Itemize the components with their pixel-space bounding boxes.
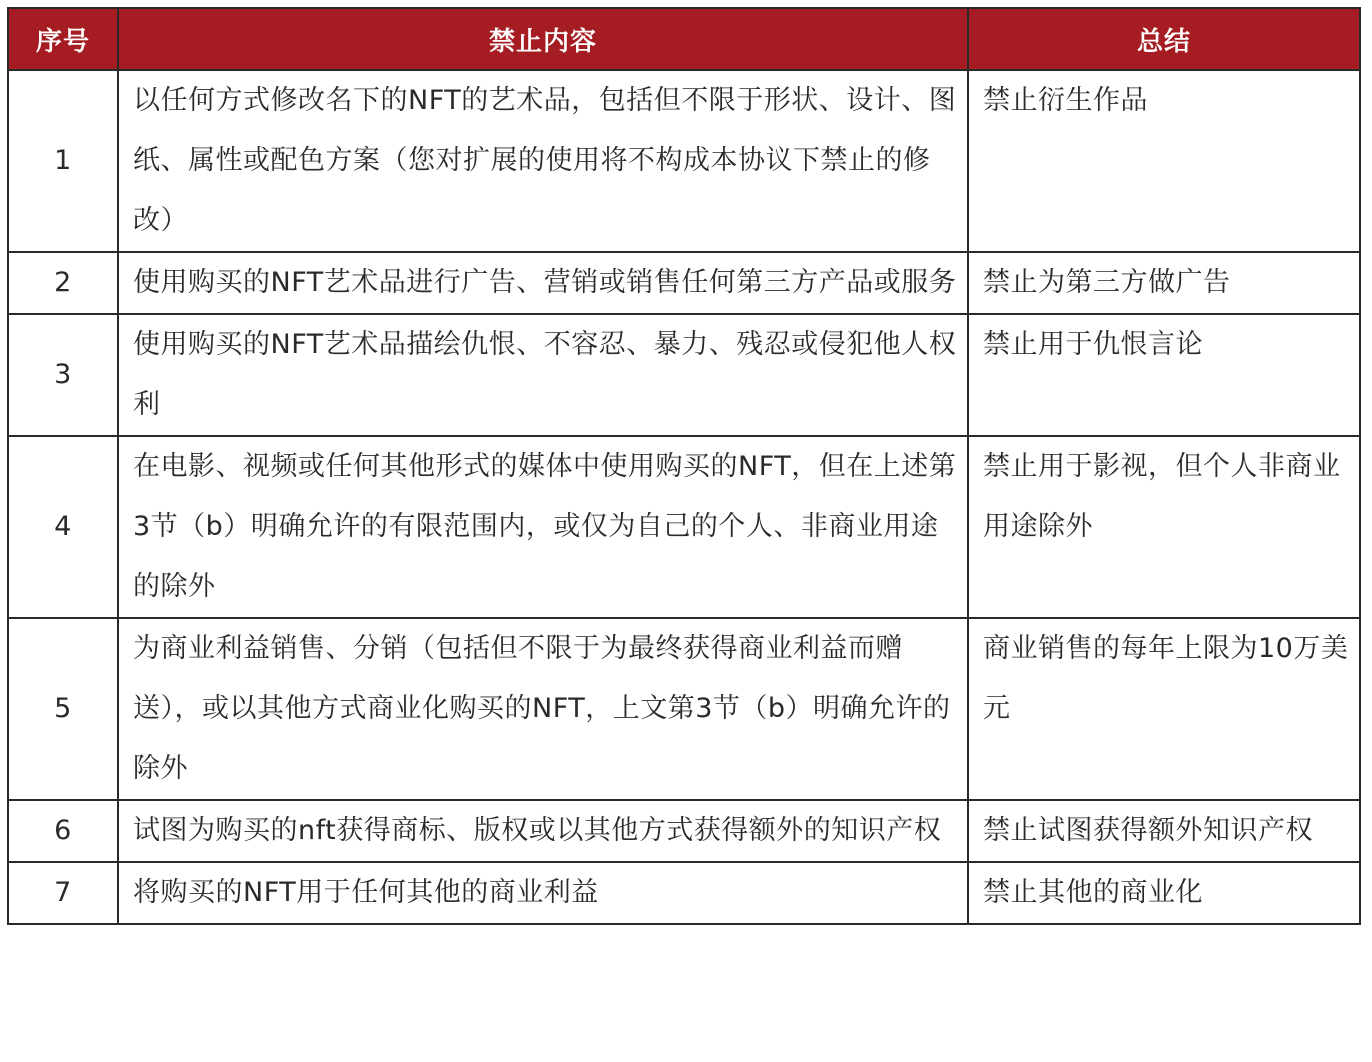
table-row xyxy=(8,618,1360,800)
row-summary: 禁止试图获得额外知识产权 xyxy=(968,800,1360,862)
row-number: 2 xyxy=(8,252,118,314)
row-number: 7 xyxy=(8,862,118,924)
header-content: 禁止内容 xyxy=(118,8,968,70)
row-number: 5 xyxy=(8,618,118,800)
table-header-row xyxy=(8,8,1360,70)
header-summary: 总结 xyxy=(968,8,1360,70)
table-row xyxy=(8,800,1360,862)
row-summary: 禁止用于影视，但个人非商业用途除外 xyxy=(968,436,1360,618)
row-number: 1 xyxy=(8,70,118,252)
row-number: 4 xyxy=(8,436,118,618)
row-content: 试图为购买的nft获得商标、版权或以其他方式获得额外的知识产权 xyxy=(118,800,968,862)
row-number: 6 xyxy=(8,800,118,862)
row-number: 3 xyxy=(8,314,118,436)
row-content: 为商业利益销售、分销（包括但不限于为最终获得商业利益而赠送），或以其他方式商业化购买的NFT，上文第3节（b）明确允许的除外 xyxy=(118,618,968,800)
table-row xyxy=(8,862,1360,924)
row-summary: 禁止衍生作品 xyxy=(968,70,1360,252)
table-row xyxy=(8,70,1360,252)
header-index: 序号 xyxy=(8,8,118,70)
table-row xyxy=(8,252,1360,314)
row-content: 在电影、视频或任何其他形式的媒体中使用购买的NFT，但在上述第3节（b）明确允许的有限范围内，或仅为自己的个人、非商业用途的除外 xyxy=(118,436,968,618)
row-content: 使用购买的NFT艺术品描绘仇恨、不容忍、暴力、残忍或侵犯他人权利 xyxy=(118,314,968,436)
row-content: 以任何方式修改名下的NFT的艺术品，包括但不限于形状、设计、图纸、属性或配色方案（您对扩展的使用将不构成本协议下禁止的修改） xyxy=(118,70,968,252)
row-summary: 禁止为第三方做广告 xyxy=(968,252,1360,314)
table-row xyxy=(8,436,1360,618)
row-summary: 商业销售的每年上限为10万美元 xyxy=(968,618,1360,800)
row-content: 将购买的NFT用于任何其他的商业利益 xyxy=(118,862,968,924)
prohibited-content-table xyxy=(7,7,1361,925)
row-content: 使用购买的NFT艺术品进行广告、营销或销售任何第三方产品或服务 xyxy=(118,252,968,314)
row-summary: 禁止用于仇恨言论 xyxy=(968,314,1360,436)
row-summary: 禁止其他的商业化 xyxy=(968,862,1360,924)
table-row xyxy=(8,314,1360,436)
